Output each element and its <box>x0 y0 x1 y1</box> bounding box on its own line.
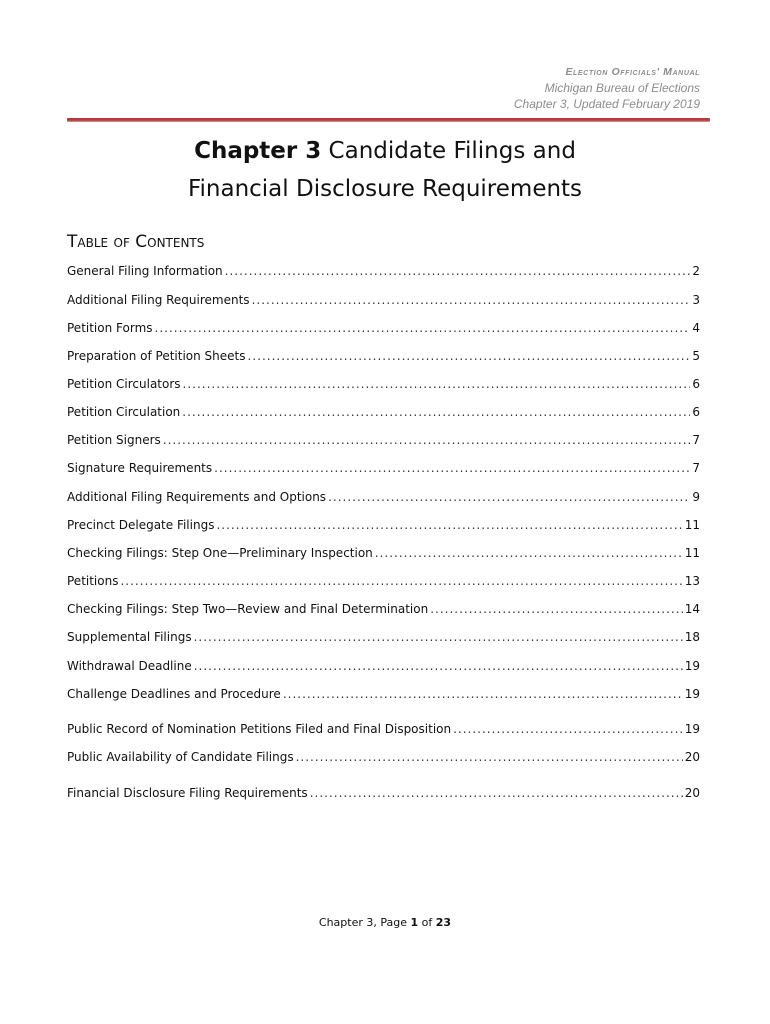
toc-leader-dots <box>194 659 683 673</box>
toc-entry-page: 6 <box>692 377 700 391</box>
toc-entry[interactable] <box>67 461 700 481</box>
toc-entry[interactable] <box>67 659 700 679</box>
toc-entry-label: Preparation of Petition Sheets <box>67 349 246 363</box>
toc-entry-page: 20 <box>684 750 700 764</box>
footer-prefix: Chapter 3, Page <box>318 916 411 929</box>
toc-entry-label: General Filing Information <box>67 264 223 278</box>
toc-entry[interactable] <box>67 750 700 770</box>
toc-leader-dots <box>296 750 683 764</box>
toc-leader-dots <box>216 518 682 532</box>
toc-entry-label: Additional Filing Requirements and Options <box>67 490 327 504</box>
toc-entry-label: Petition Forms <box>67 321 153 335</box>
toc-entry[interactable] <box>67 574 700 594</box>
chapter-title <box>0 132 770 208</box>
toc-leader-dots <box>163 433 691 447</box>
toc-leader-dots <box>194 630 683 644</box>
footer-of: of <box>418 916 436 929</box>
toc-entry[interactable] <box>67 687 700 707</box>
running-header <box>514 64 700 112</box>
toc-entry[interactable] <box>67 349 700 369</box>
toc-entry-label: Precinct Delegate Filings <box>67 518 215 532</box>
toc-entry-label: Additional Filing Requirements <box>67 293 250 307</box>
toc-leader-dots <box>182 405 690 419</box>
toc-entry[interactable] <box>67 264 700 284</box>
toc-entry-page: 13 <box>684 574 700 588</box>
footer-page: 1 <box>410 916 419 929</box>
toc-entry-page: 5 <box>692 349 700 363</box>
toc-entry[interactable] <box>67 786 700 806</box>
chapter-update: Chapter 3, Updated February 2019 <box>513 97 700 111</box>
toc-entry-label: Checking Filings: Step Two—Review and Final Determination <box>67 602 429 616</box>
toc-leader-dots <box>375 546 683 560</box>
page-footer <box>0 916 770 929</box>
toc-entry-page: 9 <box>692 490 700 504</box>
chapter-title-rest: Candidate Filings and <box>321 138 576 164</box>
toc-leader-dots <box>453 722 683 736</box>
toc-entry-page: 19 <box>684 659 700 673</box>
chapter-number: Chapter 3 <box>194 138 322 164</box>
toc-entry-label: Withdrawal Deadline <box>67 659 192 673</box>
toc-entry-page: 11 <box>684 546 700 560</box>
toc-leader-dots <box>225 264 691 278</box>
toc-leader-dots <box>310 786 683 800</box>
toc-entry-label: Financial Disclosure Filing Requirements <box>67 786 308 800</box>
toc-leader-dots <box>283 687 683 701</box>
toc-leader-dots <box>430 602 683 616</box>
manual-title: Election Officials' Manual <box>565 66 700 78</box>
toc-entry-page: 19 <box>684 687 700 701</box>
toc-entry-label: Signature Requirements <box>67 461 213 475</box>
toc-leader-dots <box>214 461 690 475</box>
toc-entry[interactable] <box>67 293 700 313</box>
toc-entry-page: 11 <box>684 518 700 532</box>
toc-heading: Table of Contents <box>67 232 205 252</box>
toc-leader-dots <box>120 574 682 588</box>
toc-entry-label: Public Record of Nomination Petitions Filed and Final Disposition <box>67 722 452 736</box>
toc-entry[interactable] <box>67 490 700 510</box>
toc-leader-dots <box>252 293 691 307</box>
toc-entry-page: 18 <box>684 630 700 644</box>
chapter-title-line1 <box>0 132 770 170</box>
toc-entry-page: 4 <box>692 321 700 335</box>
toc-entry-label: Petition Circulators <box>67 377 181 391</box>
toc-entry[interactable] <box>67 518 700 538</box>
toc-entry-label: Public Availability of Candidate Filings <box>67 750 294 764</box>
toc-entry-page: 20 <box>684 786 700 800</box>
toc-entry-label: Petition Signers <box>67 433 161 447</box>
toc-entry[interactable] <box>67 602 700 622</box>
toc-entry-page: 2 <box>692 264 700 278</box>
chapter-title-line2: Financial Disclosure Requirements <box>187 176 583 202</box>
toc-entry-page: 6 <box>692 405 700 419</box>
toc-leader-dots <box>183 377 691 391</box>
toc-leader-dots <box>248 349 691 363</box>
toc-entry[interactable] <box>67 377 700 397</box>
toc-leader-dots <box>328 490 690 504</box>
toc-entry-label: Checking Filings: Step One—Preliminary Inspection <box>67 546 373 560</box>
toc-entry-page: 19 <box>684 722 700 736</box>
toc-entry[interactable] <box>67 321 700 341</box>
header-divider <box>67 118 710 122</box>
toc-entry-label: Challenge Deadlines and Procedure <box>67 687 281 701</box>
toc-entry[interactable] <box>67 405 700 425</box>
bureau-name: Michigan Bureau of Elections <box>544 81 700 95</box>
toc-entry[interactable] <box>67 546 700 566</box>
toc-entry-label: Supplemental Filings <box>67 630 192 644</box>
toc-entry[interactable] <box>67 433 700 453</box>
toc-entry-label: Petitions <box>67 574 119 588</box>
toc-entry-page: 14 <box>684 602 700 616</box>
toc-entry-page: 3 <box>692 293 700 307</box>
toc-entry-page: 7 <box>692 461 700 475</box>
toc-entry[interactable] <box>67 630 700 650</box>
toc-entry-label: Petition Circulation <box>67 405 181 419</box>
toc-entry[interactable] <box>67 722 700 742</box>
footer-total: 23 <box>435 916 452 929</box>
toc-leader-dots <box>155 321 691 335</box>
toc-entry-page: 7 <box>692 433 700 447</box>
